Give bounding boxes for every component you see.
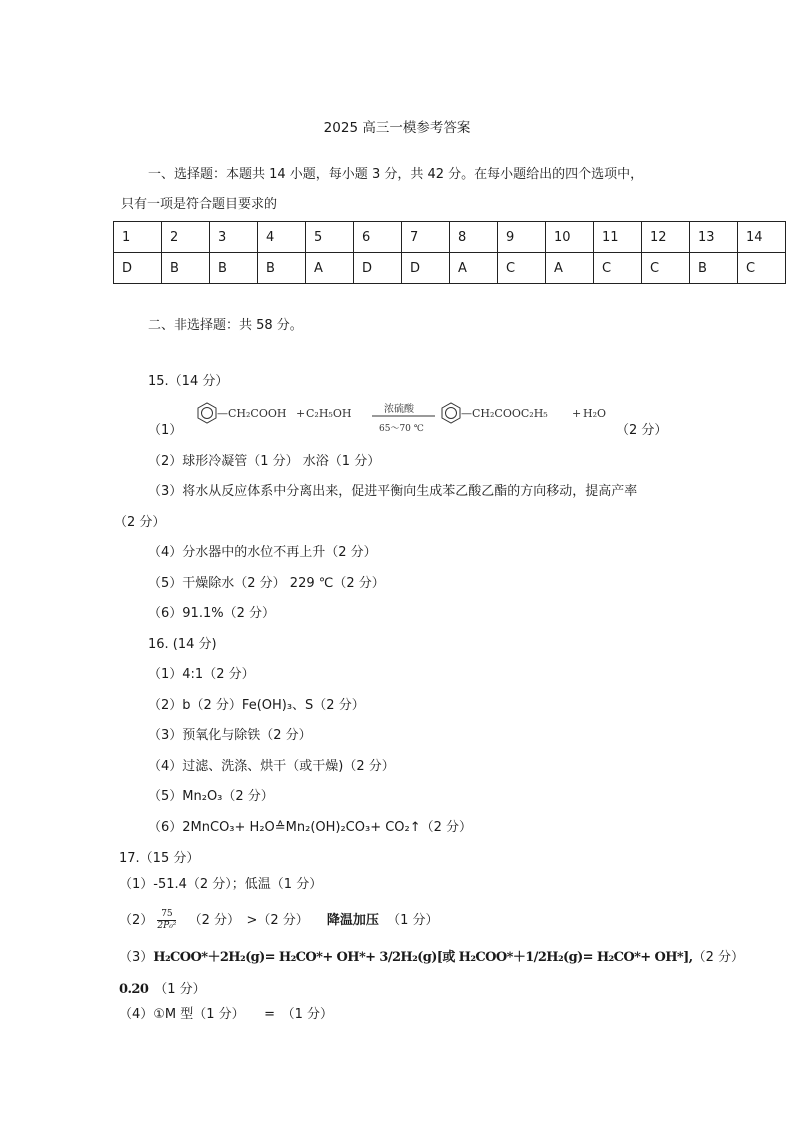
answer-cell: B [258, 253, 306, 284]
answer-cell: D [402, 253, 450, 284]
q17-part2-label: （2） [119, 913, 154, 928]
question-number: 5 [306, 222, 354, 253]
q17-part3b-value: 0.20 [119, 982, 149, 997]
question-number: 12 [642, 222, 690, 253]
q15-part4: （4）分水器中的水位不再上升（2 分） [148, 545, 377, 560]
q16-part4: （4）过滤、洗涤、烘干（或干燥)（2 分） [148, 759, 395, 774]
catalyst-label: 浓硫酸 [384, 404, 414, 415]
answer-cell: C [738, 253, 786, 284]
product-ethyl-phenylacetate: —CH₂COOC₂H₅ [461, 407, 548, 420]
section2-heading: 二、非选择题：共 58 分。 [148, 318, 303, 333]
answer-cell: D [114, 253, 162, 284]
page-title: 2025 高三一模参考答案 [323, 120, 471, 136]
esterification-equation [192, 401, 616, 437]
q17-part3b [119, 981, 206, 999]
q15-heading: 15.（14 分） [148, 374, 229, 389]
question-number: 14 [738, 222, 786, 253]
answer-cell: C [498, 253, 546, 284]
benzene-ring-icon [442, 403, 460, 423]
reactant-phenylacetic-acid: —CH₂COOH [217, 407, 287, 420]
answer-cell: B [210, 253, 258, 284]
q15-part3-score: （2 分） [114, 515, 166, 530]
q17-part2-score: （1 分） [387, 913, 439, 928]
question-number: 11 [594, 222, 642, 253]
q16-part3: （3）预氧化与除铁（2 分） [148, 728, 312, 743]
q17-part3-label: （3） [119, 950, 154, 965]
condition-label: 65～70 ℃ [379, 424, 424, 434]
q17-part3 [119, 949, 744, 967]
q15-part3: （3）将水从反应体系中分离出来，促进平衡向生成苯乙酸乙酯的方向移动，提高产率 [148, 484, 638, 499]
fraction-expression [157, 909, 176, 932]
question-number: 3 [210, 222, 258, 253]
question-number: 2 [162, 222, 210, 253]
q17-part1: （1）-51.4（2 分）；低温（1 分） [119, 877, 323, 892]
plus-sign: + [296, 407, 306, 420]
q17-part4: （4）①M 型（1 分） = （1 分） [119, 1007, 333, 1022]
q16-part2: （2）b（2 分）Fe(OH)₃、S（2 分） [148, 698, 365, 713]
q17-part3-score: （2 分） [692, 950, 745, 965]
section1-intro-cont: 只有一项是符合题目要求的 [121, 197, 278, 212]
question-number: 10 [546, 222, 594, 253]
q17-part3-mechanism: H₂COO*＋2H₂(g)= H₂CO*+ OH*+ 3/2H₂(g)[或 H₂COO*＋1/2H₂(g)= H₂CO*+ OH*], [153, 950, 693, 965]
answer-table-number-row [114, 222, 786, 253]
question-number: 6 [354, 222, 402, 253]
answer-cell: A [450, 253, 498, 284]
q17-part2-conditions: 降温加压 [326, 913, 379, 928]
section1-intro: 一、选择题：本题共 14 小题，每小题 3 分，共 42 分。在每小题给出的四个选项中， [148, 167, 644, 182]
q15-part1-score: （2 分） [616, 423, 668, 438]
question-number: 9 [498, 222, 546, 253]
q17-part2 [119, 909, 438, 933]
answer-cell: A [546, 253, 594, 284]
answer-cell: B [690, 253, 738, 284]
q16-part5: （5）Mn₂O₃（2 分） [148, 789, 274, 804]
answer-cell: A [306, 253, 354, 284]
question-number: 13 [690, 222, 738, 253]
q15-part2: （2）球形冷凝管（1 分） 水浴（1 分） [148, 454, 381, 469]
q16-part1: （1）4:1（2 分） [148, 667, 255, 682]
q17-heading: 17.（15 分） [119, 851, 200, 866]
answer-table-answer-row [114, 253, 786, 284]
reactant-ethanol: C₂H₅OH [306, 407, 352, 420]
answer-cell: C [594, 253, 642, 284]
question-number: 7 [402, 222, 450, 253]
q16-part6: （6）2MnCO₃+ H₂O≙Mn₂(OH)₂CO₃+ CO₂↑（2 分） [148, 820, 473, 835]
q15-part6: （6）91.1%（2 分） [148, 606, 275, 621]
plus-sign: + [572, 407, 582, 420]
answer-cell: C [642, 253, 690, 284]
benzene-ring-icon [198, 403, 216, 423]
q15-part1-label: （1） [148, 423, 183, 438]
question-number: 8 [450, 222, 498, 253]
q17-part2-answers: （2 分） >（2 分） [188, 913, 309, 928]
answer-cell: B [162, 253, 210, 284]
answer-table [113, 221, 786, 284]
q16-heading: 16. (14 分) [148, 637, 217, 652]
product-water: H₂O [583, 407, 607, 420]
answer-cell: D [354, 253, 402, 284]
question-number: 4 [258, 222, 306, 253]
q15-part5: （5）干燥除水（2 分） 229 ℃（2 分） [148, 576, 385, 591]
question-number: 1 [114, 222, 162, 253]
fraction-denominator: 2P₀² [157, 921, 177, 931]
q17-part3b-score: （1 分） [154, 982, 206, 997]
fraction-numerator: 75 [157, 909, 176, 921]
